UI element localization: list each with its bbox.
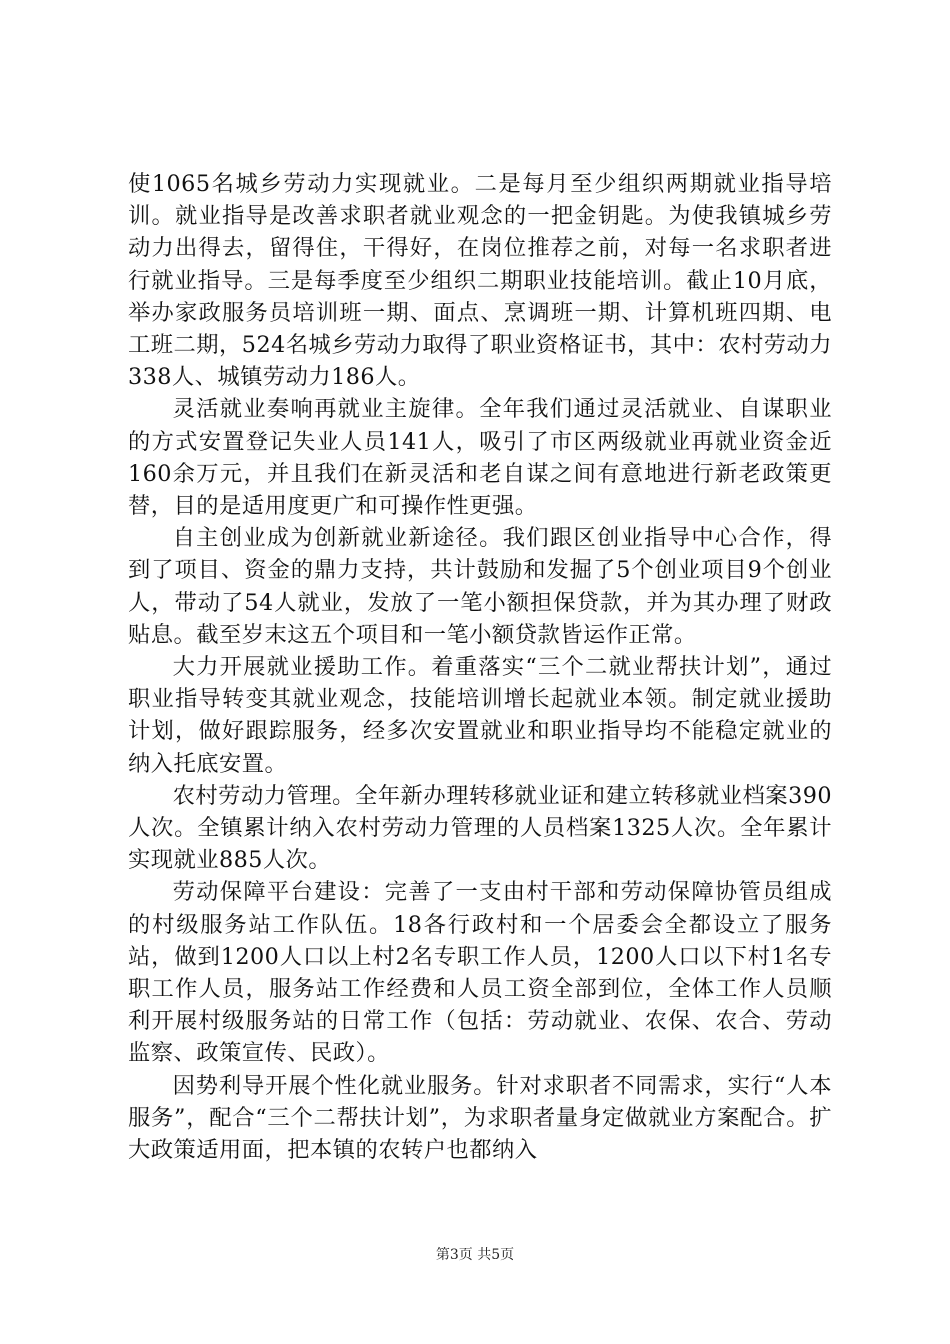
page-footer: 第3页 共5页 bbox=[435, 1247, 515, 1263]
body-text bbox=[128, 168, 832, 1166]
paragraph-personalized-service: 因势利导开展个性化就业服务。针对求职者不同需求，实行“人本服务”，配合“三个二帮扶计划”，为求职者量身定做就业方案配合。扩大政策适用面，把本镇的农转户也都纳入 bbox=[128, 1072, 832, 1164]
paragraph-flexible-employment: 灵活就业奏响再就业主旋律。全年我们通过灵活就业、自谋职业的方式安置登记失业人员141人，吸引了市区两级就业再就业资金近160余万元，并且我们在新灵活和老自谋之间有意地进行新老政策更替，目的是适用度更广和可操作性更强。 bbox=[128, 396, 832, 520]
paragraph-employment-training: 使1065名城乡劳动力实现就业。二是每月至少组织两期就业指导培训。就业指导是改善求职者就业观念的一把金钥匙。为使我镇城乡劳动力出得去，留得住，干得好，在岗位推荐之前，对每一名求职者进行就业指导。三是每季度至少组织二期职业技能培训。截止10月底，举办家政服务员培训班一期、面点、烹调班一期、计算机班四期、电工班二期，524名城乡劳动力取得了职业资格证书，其中：农村劳动力338人、城镇劳动力186人。 bbox=[128, 171, 832, 391]
paragraph-employment-assistance: 大力开展就业援助工作。着重落实“三个二就业帮扶计划”，通过职业指导转变其就业观念，技能培训增长起就业本领。制定就业援助计划，做好跟踪服务，经多次安置就业和职业指导均不能稳定就业的纳入托底安置。 bbox=[128, 654, 832, 777]
paragraph-entrepreneurship: 自主创业成为创新就业新途径。我们跟区创业指导中心合作，得到了项目、资金的鼎力支持，共计鼓励和发掘了5个创业项目9个创业人，带动了54人就业，发放了一笔小额担保贷款，并为其办理了财政贴息。截至岁末这五个项目和一笔小额贷款皆运作正常。 bbox=[128, 525, 832, 648]
paragraph-rural-labor-management: 农村劳动力管理。全年新办理转移就业证和建立转移就业档案390人次。全镇累计纳入农村劳动力管理的人员档案1325人次。全年累计实现就业885人次。 bbox=[128, 782, 832, 874]
paragraph-labor-platform: 劳动保障平台建设：完善了一支由村干部和劳动保障协管员组成的村级服务站工作队伍。18各行政村和一个居委会全都设立了服务站，做到1200人口以上村2名专职工作人员，1200人口以下村1名专职工作人员，服务站工作经费和人员工资全部到位，全体工作人员顺利开展村级服务站的日常工作（包括：劳动就业、农保、农合、劳动监察、政策宣传、民政）。 bbox=[128, 879, 832, 1067]
